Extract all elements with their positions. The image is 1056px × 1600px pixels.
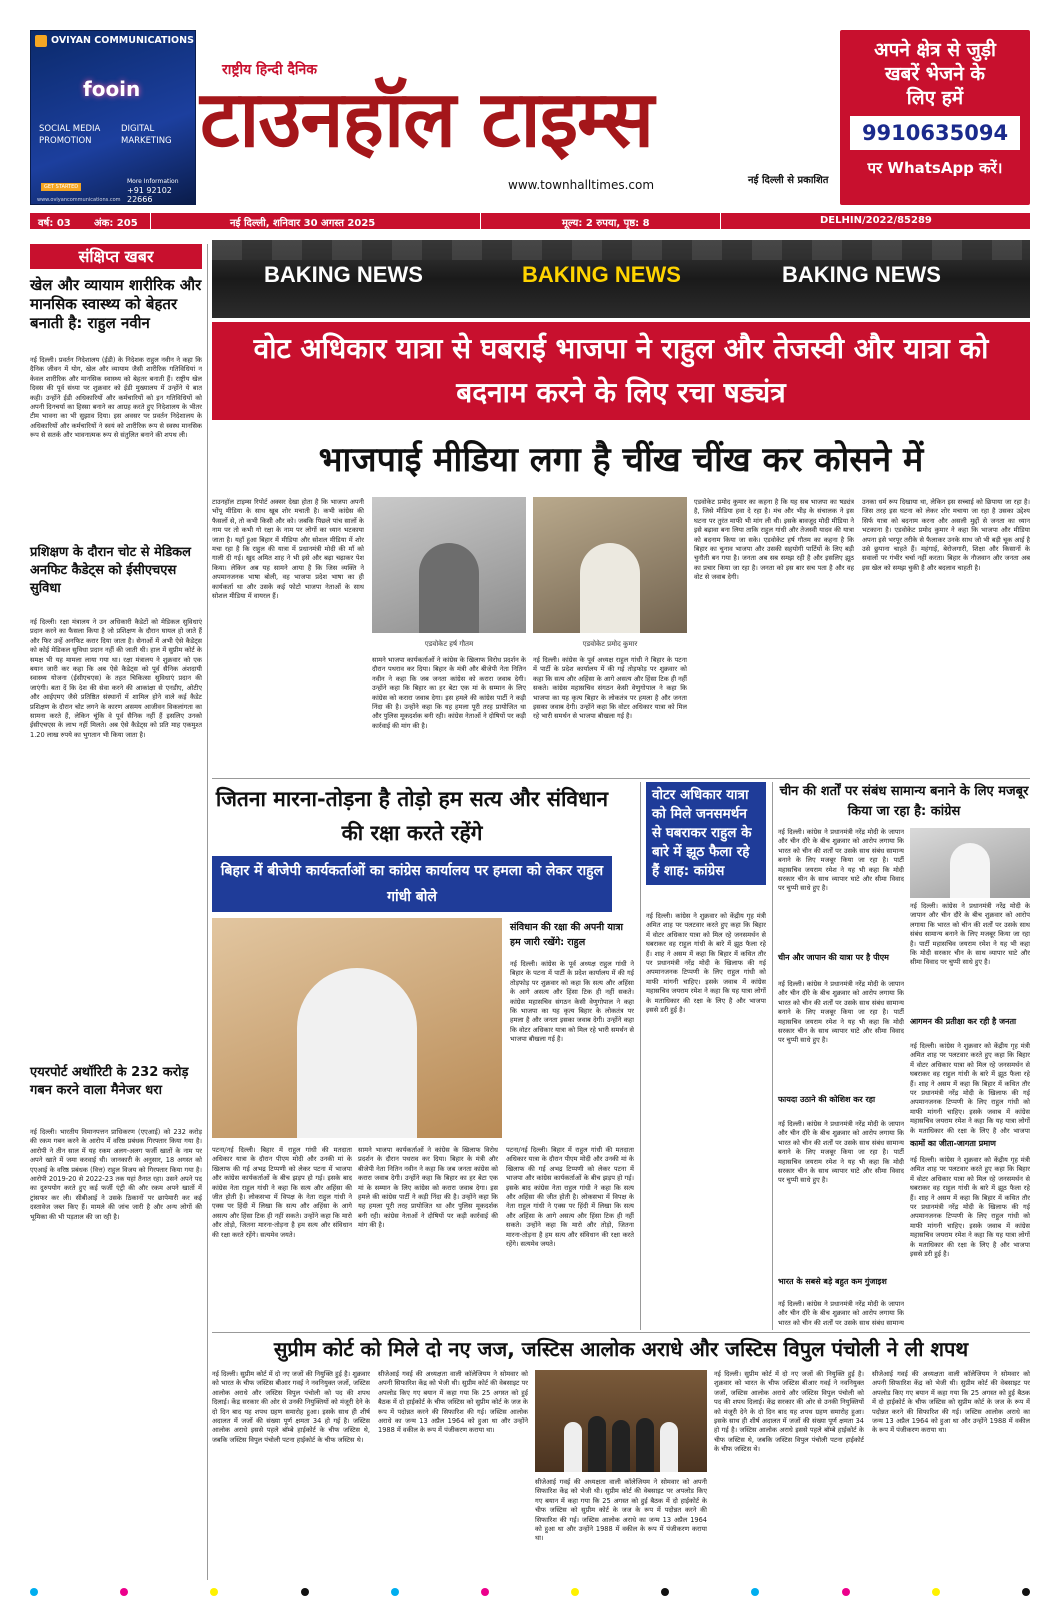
ad-whatsapp[interactable] xyxy=(840,30,1030,205)
person-photo-icon xyxy=(297,968,417,1138)
story4-sub1: चीन और जापान की यात्रा पर है पीएम xyxy=(778,953,889,962)
lead-subhead[interactable]: भाजपाई मीडिया लगा है चींख चींख कर कोसने में xyxy=(318,440,924,480)
lead-photo-1 xyxy=(372,497,526,633)
story4-sub3: फायदा उठाने की कोशिश कर रहा xyxy=(778,1095,876,1104)
story2-subhead[interactable]: बिहार में बीजेपी कार्यकर्ताओं का कांग्रेस कार्यालय पर हमला को लेकर राहुल गांधी बोले xyxy=(212,856,612,912)
ad-right-line2: खबरें भेजने के xyxy=(885,63,985,85)
dateline-bar xyxy=(30,213,1030,229)
story4-headline[interactable]: चीन की शर्तों पर संबंध सामान्य बनाने के लिए मजबूर किया जा रहा है: कांग्रेस xyxy=(779,784,1029,819)
lead-photo-2 xyxy=(533,497,687,633)
baking-news-banner xyxy=(212,240,1030,318)
masthead-tagline: राष्ट्रीय हिन्दी दैनिक xyxy=(222,62,318,78)
ad-col1: SOCIAL MEDIA PROMOTION xyxy=(39,124,101,146)
place-date: नई दिल्ली, शनिवार 30 अगस्त 2025 xyxy=(230,218,376,229)
story3-headline[interactable]: वोटर अधिकार यात्रा को मिले जनसमर्थन से घबराकर राहुल के बारे में झूठ फैला रहे हैं शाह: कांग्रेस xyxy=(646,782,766,885)
bottom-body-col4: नई दिल्ली। सुप्रीम कोर्ट में दो नए जजों की नियुक्ति हुई है। शुक्रवार को भारत के चीफ जस्टिस बीआर गवई ने नवनियुक्त जजों, जस्टिस आलोक अराधे और जस्टिस विपुल पंचोली को पद की शपथ दिलाई। केंद्र सरकार की ओर से उनकी नियुक्तियों को मंजूरी देने के दो दिन बाद यह शपथ ग्रहण समारोह हुआ। इसके साथ ही शीर्ष अदालत में जजों की संख्या पूर्ण क्षमता 34 हो गई है। जस्टिस आलोक अराधे इससे पहले बॉम्बे हाईकोर्ट के चीफ जस्टिस थे, जबकि जस्टिस विपुल पंचोली पटना हाईकोर्ट के चीफ जस्टिस थे। xyxy=(714,1370,864,1454)
story2-headline[interactable]: जितना मारना-तोड़ना है तोड़ो हम सत्य और संविधान की रक्षा करते रहेंगे xyxy=(215,787,609,845)
price: मूल्य: 2 रुपया, पृष्ठ: 8 xyxy=(562,218,650,229)
story4-body-2: नई दिल्ली। कांग्रेस ने प्रधानमंत्री नरेंद्र मोदी के जापान और चीन दौरे के बीच शुक्रवार को आरोप लगाया कि भारत को चीन की शर्तों पर उसके साथ संबंध सामान्य बनाने के लिए मजबूर किया जा रहा है। पार्टी महासचिव जयराम रमेश ने यह भी कहा कि मोदी सरकार चीन के साथ व्यापार घाटे और सीमा विवाद पर चुप्पी साधे हुए है। xyxy=(910,902,1030,967)
sidebar-story3-body: नई दिल्ली। भारतीय विमानपत्तन प्राधिकरण (एएआई) को 232 करोड़ की रकम गबन करने के आरोप में वरिष्ठ प्रबंधक गिरफ्तार किया गया है। आरोपी ने तीन साल में यह रकम अलग-अलग फर्जी खातों के नाम पर अपने खाते में जमा करवाई थी। जानकारी के अनुसार, 18 अगस्त को एएआई के वरिष्ठ प्रबंधक (वित्त) राहुल विजय को गिरफ्तार किया गया है। आरोपी 2019-20 से 2022-23 तक यहां तैनात रहा। उसने अपने पद का दुरुपयोग करते हुए कई फर्जी एंट्री की और रकम अपने खातों में ट्रांसफर कर ली। सीबीआई ने उसके ठिकानों पर छापेमारी कर कई दस्तावेज जब्त किए हैं। मामले की जांच जारी है और अन्य लोगों की भूमिका की भी पड़ताल की जा रही है। xyxy=(30,1128,202,1221)
lead-body-col3: नई दिल्ली। कांग्रेस के पूर्व अध्यक्ष राहुल गांधी ने बिहार के पटना में पार्टी के प्रदेश कार्यालय में की गई तोड़फोड़ पर शुक्रवार को कहा कि सत्य और अहिंसा के आगे असत्य और हिंसा टिक ही नहीं सकते। कांग्रेस महासचिव संगठन केसी वेणुगोपाल ने कहा कि भाजपा का यह कृत्य बिहार के लोकतंत्र पर हमला है और जनता इसका जवाब देगी। उन्होंने कहा कि वोटर अधिकार यात्रा को मिल रहे भारी समर्थन से भाजपा बौखला गई है। xyxy=(533,656,687,721)
oviyan-logo-icon xyxy=(35,35,47,47)
group-photo-icon xyxy=(564,1416,678,1472)
story2-body-col1: पटना/नई दिल्ली। बिहार में राहुल गांधी की मतदाता अधिकार यात्रा के दौरान पीएम मोदी और उनकी मां के खिलाफ की गई अभद्र टिप्पणी को लेकर पटना में भाजपा और कांग्रेस कार्यकर्ताओं के बीच झड़प हो गई। इसके बाद कांग्रेस नेता राहुल गांधी ने कहा कि सत्य और अहिंसा की जीत होती है। लोकसभा में विपक्ष के नेता राहुल गांधी ने एक्स पर हिंदी में लिखा कि सत्य और अहिंसा के आगे असत्य और हिंसा टिक ही नहीं सकते। उन्होंने कहा कि मारो और तोड़ो, जितना मारना-तोड़ना है हम सत्य और संविधान की रक्षा करते रहेंगे। सत्यमेव जयते। xyxy=(212,1146,352,1239)
bottom-headline[interactable]: सुप्रीम कोर्ट को मिले दो नए जज, जस्टिस आलोक अराधे और जस्टिस विपुल पंचोली ने ली शपथ xyxy=(273,1337,969,1361)
ad-company: OVIYAN COMMUNICATIONS xyxy=(51,35,194,46)
lead-headline[interactable]: वोट अधिकार यात्रा से घबराई भाजपा ने राहुल और तेजस्वी और यात्रा को बदनाम करने के लिए रचा षड्यंत्र xyxy=(212,322,1030,420)
sidebar-story1-headline[interactable]: खेल और व्यायाम शारीरिक और मानसिक स्वास्थ्य को बेहतर बनाती है: राहुल नवीन xyxy=(30,276,202,332)
story4-body-5: नई दिल्ली। कांग्रेस ने प्रधानमंत्री नरेंद्र मोदी के जापान और चीन दौरे के बीच शुक्रवार को आरोप लगाया कि भारत को चीन की शर्तों पर उसके साथ संबंध सामान्य बनाने के लिए मजबूर किया जा रहा है। पार्टी महासचिव जयराम रमेश ने यह भी कहा कि मोदी सरकार चीन के साथ व्यापार घाटे और सीमा विवाद पर चुप्पी साधे हुए है। xyxy=(778,1120,904,1185)
banner-item-3: BAKING NEWS xyxy=(782,262,941,287)
story2-body-col3: पटना/नई दिल्ली। बिहार में राहुल गांधी की मतदाता अधिकार यात्रा के दौरान पीएम मोदी और उनकी मां के खिलाफ की गई अभद्र टिप्पणी को लेकर पटना में भाजपा और कांग्रेस कार्यकर्ताओं के बीच झड़प हो गई। इसके बाद कांग्रेस नेता राहुल गांधी ने कहा कि सत्य और अहिंसा की जीत होती है। लोकसभा में विपक्ष के नेता राहुल गांधी ने एक्स पर हिंदी में लिखा कि सत्य और अहिंसा के आगे असत्य और हिंसा टिक ही नहीं सकते। उन्होंने कहा कि मारो और तोड़ो, जितना मारना-तोड़ना है हम सत्य और संविधान की रक्षा करते रहेंगे। सत्यमेव जयते। xyxy=(506,1146,634,1249)
registration: DELHIN/2022/85289 xyxy=(820,215,932,226)
ad-more-info: More Information xyxy=(127,178,179,185)
ad-right-line3: लिए हमें xyxy=(906,87,964,109)
story4-body-1: नई दिल्ली। कांग्रेस ने प्रधानमंत्री नरेंद्र मोदी के जापान और चीन दौरे के बीच शुक्रवार को आरोप लगाया कि भारत को चीन की शर्तों पर उसके साथ संबंध सामान्य बनाने के लिए मजबूर किया जा रहा है। पार्टी महासचिव जयराम रमेश ने यह भी कहा कि मोदी सरकार चीन के साथ व्यापार घाटे और सीमा विवाद पर चुप्पी साधे हुए है। xyxy=(778,828,904,893)
sidebar-story3-headline[interactable]: एयरपोर्ट अथॉरिटी के 232 करोड़ गबन करने वाला मैनेजर धरा xyxy=(30,1065,189,1098)
lead-body-col5: उनका धर्म रूप दिखाया था, लेकिन इस सच्चाई को छिपाया जा रहा है। जिस तरह इस घटना को लेकर शोर मचाया जा रहा है उसका उद्देश्य सिर्फ यात्रा को बदनाम करना और असली मुद्दों से जनता का ध्यान भटकाना है। एडवोकेट प्रमोद कुमार ने कहा कि भाजपा और मीडिया अपना इसे भरपूर तरीके से फैलाकर उनके साथ जो भी बड़ी चूक आई है उसे छुपाना चाहते हैं। महंगाई, बेरोजगारी, शिक्षा और किसानों के सवालों पर गंभीर चर्चा नहीं करता। बिहार के नौजवान और जनता अब इस खेल को समझ चुकी है और बदलाव चाहती है। xyxy=(862,498,1030,572)
story2-inner-body: नई दिल्ली। कांग्रेस के पूर्व अध्यक्ष राहुल गांधी ने बिहार के पटना में पार्टी के प्रदेश कार्यालय में की गई तोड़फोड़ पर शुक्रवार को कहा कि सत्य और अहिंसा के आगे असत्य और हिंसा टिक ही नहीं सकते। कांग्रेस महासचिव संगठन केसी वेणुगोपाल ने कहा कि भाजपा का यह कृत्य बिहार के लोकतंत्र पर हमला है और जनता इसका जवाब देगी। उन्होंने कहा कि वोटर अधिकार यात्रा को मिल रहे भारी समर्थन से भाजपा बौखला गई है। xyxy=(510,960,634,1044)
lead-caption-1: एडवोकेट हर्ष गौतम xyxy=(424,640,474,648)
story4-body-4: नई दिल्ली। कांग्रेस ने शुक्रवार को केंद्रीय गृह मंत्री अमित शाह पर पलटवार करते हुए कहा कि बिहार में वोटर अधिकार यात्रा को मिल रहे जनसमर्थन से घबराकर वह राहुल गांधी के बारे में झूठ फैला रहे हैं। शाह ने असम में कहा कि बिहार में कथित तौर पर प्रधानमंत्री नरेंद्र मोदी के खिलाफ की गई अपमानजनक टिप्पणी के लिए राहुल गांधी को माफी मांगनी चाहिए। इसके जवाब में कांग्रेस महासचिव जयराम रमेश ने कहा कि यह यात्रा लोगों के मताधिकार की रक्षा के लिए है और भाजपा xyxy=(910,1042,1030,1134)
ad-cta-button[interactable]: GET STARTED xyxy=(41,183,81,191)
ad-right-line1: अपने क्षेत्र से जुड़ी xyxy=(874,39,996,61)
person-photo-icon xyxy=(580,543,640,633)
story4-body-6: नई दिल्ली। कांग्रेस ने शुक्रवार को केंद्रीय गृह मंत्री अमित शाह पर पलटवार करते हुए कहा कि बिहार में वोटर अधिकार यात्रा को मिल रहे जनसमर्थन से घबराकर वह राहुल गांधी के बारे में झूठ फैला रहे हैं। शाह ने असम में कहा कि बिहार में कथित तौर पर प्रधानमंत्री नरेंद्र मोदी के खिलाफ की गई अपमानजनक टिप्पणी के लिए राहुल गांधी को माफी मांगनी चाहिए। इसके जवाब में कांग्रेस महासचिव जयराम रमेश ने कहा कि यह यात्रा लोगों के मताधिकार की रक्षा के लिए है और भाजपा इससे डरी हुई है। xyxy=(910,1156,1030,1259)
story4-sub4: कामों का जीता-जागता प्रमाण xyxy=(910,1139,996,1148)
story4-sub2: आगमन की प्रतीक्षा कर रही है जनता xyxy=(910,1017,1017,1026)
lead-body-col1: टाउनहॉल टाइम्स रिपोर्ट अक्सर देखा होता है कि भाजपा अपनी भोंपू मीडिया के साथ खूब शोर मचाती है। कभी कांग्रेस की फैसलों से, तो कभी किसी और को। जबकि पिछले पांच सालों के नाम पर तो कभी गो रक्षा के नाम पर लोगों का ध्यान भटकाया जाता है। यहाँ हुआ बिहार में मीडिया और सोशल मीडिया में शोर मचा रहा है कि राहुल की यात्रा में प्रधानमंत्री मोदी की माँ को गाली दी गई। खुद अमित शाह ने भी इसे और बढ़ा चढ़ाकर पेश किया। लेकिन अब यह सामने आया है कि जिस व्यक्ति ने अपमानजनक भाषा बोली, वह भाजपा प्रदेश भाषा का ही कार्यकर्ता था और उसके कई फोटो भाजपा नेताओं के साथ सोशल मीडिया में वायरल हैं। xyxy=(212,498,364,601)
sidebar-story2-body: नई दिल्ली। रक्षा मंत्रालय ने उन अधिकारी कैडेटों को मेडिकल सुविधाएं प्रदान करने का फैसला किया है जो प्रशिक्षण के दौरान घायल हो जाते हैं और फिर उन्हें अनफिट करार दिया जाता है। सेनाओं में अभी ऐसे कैडेट्स को कोई मेडिकल सुविधा प्रदान नहीं की जाती थी। हाल में सुप्रीम कोर्ट के समक्ष भी यह मामला लाया गया था। रक्षा मंत्रालय ने शुक्रवार को एक बयान जारी कर कहा कि अब ऐसे कैडेट्स को पूर्व सैनिक अंशदायी स्वास्थ्य योजना (ईसीएचएस) के तहत चिकित्सा सुविधाएं प्रदान की जाएंगी। बता दें कि देश की सेवा करने की आकांक्षा से एनडीए, ओटीए और आईएमए जैसे प्रतिष्ठित संस्थानों में शामिल होने वाले कई कैडेट प्रशिक्षण के दौरान चोट लगने के कारण असमय आजीवन विकलांगता का सामना करते हैं, लेकिन चूंकि वे पूर्व सैनिक नहीं हैं इसलिए उनको ईसीएचएस के लाभ नहीं मिलते। अब ऐसे कैडेट्स को प्रति माह एकमुश्त 1.20 लाख रुपये का भुगतान भी किया जाता है। xyxy=(30,618,202,739)
lead-body-col2: सामने भाजपा कार्यकर्ताओं ने कांग्रेस के खिलाफ विरोध प्रदर्शन के दौरान पथराव कर दिया। बिहार के मंत्री और बीजेपी नेता नितिन नवीन ने कहा कि जब जनता कांग्रेस को करारा जवाब देगी। उन्होंने कहा कि बिहार का हर बेटा एक मां के सम्मान के लिए कांग्रेस को करारा जवाब देगा। इस हमले की कांग्रेस पार्टी ने कड़ी निंदा की है। उन्होंने कहा कि यह हमला पूरी तरह प्रायोजित था और पुलिस मूकदर्शक बनी रही। कांग्रेस नेताओं ने दोषियों पर कड़ी कार्रवाई की मांग की है। xyxy=(372,656,526,730)
person-photo-icon xyxy=(950,843,990,898)
banner-item-1: BAKING NEWS xyxy=(264,262,423,287)
ad-oviyan[interactable] xyxy=(30,30,196,205)
bottom-body-col1: नई दिल्ली। सुप्रीम कोर्ट में दो नए जजों की नियुक्ति हुई है। शुक्रवार को भारत के चीफ जस्टिस बीआर गवई ने नवनियुक्त जजों, जस्टिस आलोक अराधे और जस्टिस विपुल पंचोली को पद की शपथ दिलाई। केंद्र सरकार की ओर से उनकी नियुक्तियों को मंजूरी देने के दो दिन बाद यह शपथ ग्रहण समारोह हुआ। इसके साथ ही शीर्ष अदालत में जजों की संख्या पूर्ण क्षमता 34 हो गई है। जस्टिस आलोक अराधे इससे पहले बॉम्बे हाईकोर्ट के चीफ जस्टिस थे, जबकि जस्टिस विपुल पंचोली पटना हाईकोर्ट के चीफ जस्टिस थे। xyxy=(212,1370,370,1444)
rahul-gandhi-photo xyxy=(212,918,502,1138)
lead-caption-2: एडवोकेट प्रमोद कुमार xyxy=(582,640,638,648)
person-photo-icon xyxy=(419,543,479,633)
masthead-url[interactable]: www.townhalltimes.com xyxy=(508,178,655,192)
masthead-published: नई दिल्ली से प्रकाशित xyxy=(748,175,829,186)
story4-body-3: नई दिल्ली। कांग्रेस ने प्रधानमंत्री नरेंद्र मोदी के जापान और चीन दौरे के बीच शुक्रवार को आरोप लगाया कि भारत को चीन की शर्तों पर उसके साथ संबंध सामान्य बनाने के लिए मजबूर किया जा रहा है। पार्टी महासचिव जयराम रमेश ने यह भी कहा कि मोदी सरकार चीन के साथ व्यापार घाटे और सीमा विवाद पर चुप्पी साधे हुए है। xyxy=(778,980,904,1045)
sidebar-story2-headline[interactable]: प्रशिक्षण के दौरान चोट से मेडिकल अनफिट कैडेट्स को ईसीएचएस सुविधा xyxy=(30,545,191,596)
story4-body-7: नई दिल्ली। कांग्रेस ने प्रधानमंत्री नरेंद्र मोदी के जापान और चीन दौरे के बीच शुक्रवार को आरोप लगाया कि भारत को चीन की शर्तों पर उसके साथ संबंध सामान्य xyxy=(778,1300,904,1327)
story3-body: नई दिल्ली। कांग्रेस ने शुक्रवार को केंद्रीय गृह मंत्री अमित शाह पर पलटवार करते हुए कहा कि बिहार में वोटर अधिकार यात्रा को मिल रहे जनसमर्थन से घबराकर वह राहुल गांधी के बारे में झूठ फैला रहे हैं। शाह ने असम में कहा कि बिहार में कथित तौर पर प्रधानमंत्री नरेंद्र मोदी के खिलाफ की गई अपमानजनक टिप्पणी के लिए राहुल गांधी को माफी मांगनी चाहिए। इसके जवाब में कांग्रेस महासचिव जयराम रमेश ने कहा कि यह यात्रा लोगों के मताधिकार की रक्षा के लिए है और भाजपा इससे डरी हुई है। xyxy=(646,912,766,1015)
story2-body-col2: सामने भाजपा कार्यकर्ताओं ने कांग्रेस के खिलाफ विरोध प्रदर्शन के दौरान पथराव कर दिया। बिहार के मंत्री और बीजेपी नेता नितिन नवीन ने कहा कि जब जनता कांग्रेस को करारा जवाब देगी। उन्होंने कहा कि बिहार का हर बेटा एक मां के सम्मान के लिए कांग्रेस को करारा जवाब देगा। इस हमले की कांग्रेस पार्टी ने कड़ी निंदा की है। उन्होंने कहा कि यह हमला पूरी तरह प्रायोजित था और पुलिस मूकदर्शक बनी रही। कांग्रेस नेताओं ने दोषियों पर कड़ी कार्रवाई की मांग की है। xyxy=(358,1146,498,1230)
masthead-title[interactable]: टाउनहॉल टाइम्स xyxy=(200,75,654,165)
ad-site[interactable]: www.oviyancommunications.com xyxy=(37,197,121,203)
sidebar-title: संक्षिप्त खबर xyxy=(30,244,202,269)
ad-right-line4: पर WhatsApp करें। xyxy=(867,159,1003,177)
lead-body-col4: एडवोकेट प्रमोद कुमार का कहना है कि यह सब भाजपा का षड्यंत्र है, जिसे मीडिया हवा दे रहा है। मंच और भीड़ के संचालक ने इस घटना पर तुरंत माफी भी मांग ली थी। इसके बावजूद मोदी मीडिया ने इसे बढ़ावा बना लिया ताकि राहुल गांधी और तेजस्वी यादव की यात्रा को बदनाम किया जा सके। एडवोकेट हर्ष गौतम का कहना है कि बिहार का चुनाव भाजपा और उसकी सहयोगी पार्टियों के लिए बड़ी चुनौती बन गया है। जनता अब सब समझ रही है और इसलिए झूठ का प्रचार किया जा रहा है। जनता को इस बार सच पता है और वह वोट से जवाब देगी। xyxy=(694,498,854,582)
social-media-logo: fooin xyxy=(83,77,141,101)
story2-inner-head[interactable]: संविधान की रक्षा की अपनी यात्रा हम जारी रखेंगे: राहुल xyxy=(510,922,624,948)
issue: अंक: 205 xyxy=(94,218,138,229)
ad-right-phone[interactable]: 9910635094 xyxy=(850,116,1020,150)
banner-item-2: BAKING NEWS xyxy=(522,262,681,287)
ad-col2: DIGITAL MARKETING xyxy=(121,124,172,146)
bottom-body-col2: सीजेआई गवई की अध्यक्षता वाली कॉलेजियम ने सोमवार को अपनी सिफारिश केंद्र को भेजी थी। सुप्रीम कोर्ट की वेबसाइट पर अपलोड किए गए बयान में कहा गया कि 25 अगस्त को हुई बैठक में दो हाईकोर्ट के चीफ जस्टिस को सुप्रीम कोर्ट के जज के रूप में पदोन्नत करने की सिफारिश की गई। जस्टिस आलोक अराधे का जन्म 13 अप्रैल 1964 को हुआ था और उन्होंने 1988 में वकील के रूप में पंजीकरण कराया था। xyxy=(378,1370,528,1435)
supreme-court-oath-photo xyxy=(535,1370,707,1472)
story4-sub5: भारत के सबसे बड़े बहुत कम गुंजाइश xyxy=(778,1277,887,1286)
registration-marks xyxy=(30,1588,1030,1596)
sidebar-story1-body: नई दिल्ली। प्रवर्तन निदेशालय (ईडी) के निदेशक राहुल नवीन ने कहा कि दैनिक जीवन में योग, खेल और व्यायाम जैसी शारीरिक गतिविधियां न केवल शारीरिक और मानसिक स्वास्थ्य को बेहतर बनाती हैं। राष्ट्रीय खेल दिवस की पूर्व संध्या पर शुक्रवार को ईडी मुख्यालय में उन्होंने ये बात कही। उन्होंने ईडी अधिकारियों और कर्मचारियों को इन गतिविधियों को अपनी दिनचर्या का हिस्सा बनाने का आग्रह करते हुए निदेशालय के भीतर टीम भावना का भी सुझाव दिया। इस अवसर पर प्रवर्तन निदेशालय के अधिकारियों और कर्मचारियों ने स्वयं को शारीरिक रूप से स्वस्थ मानसिक रूप से सतर्क और भावनात्मक रूप से संतुलित बनाने की शपथ ली। xyxy=(30,356,202,440)
bottom-body-col3: सीजेआई गवई की अध्यक्षता वाली कॉलेजियम ने सोमवार को अपनी सिफारिश केंद्र को भेजी थी। सुप्रीम कोर्ट की वेबसाइट पर अपलोड किए गए बयान में कहा गया कि 25 अगस्त को हुई बैठक में दो हाईकोर्ट के चीफ जस्टिस को सुप्रीम कोर्ट के जज के रूप में पदोन्नत करने की सिफारिश की गई। जस्टिस आलोक अराधे का जन्म 13 अप्रैल 1964 को हुआ था और उन्होंने 1988 में वकील के रूप में पंजीकरण कराया था। xyxy=(535,1478,707,1543)
volume: वर्ष: 03 xyxy=(38,218,71,229)
jairam-ramesh-photo xyxy=(910,828,1030,898)
ad-phone[interactable]: +91 92102 22666 xyxy=(127,186,172,204)
bottom-body-col5: सीजेआई गवई की अध्यक्षता वाली कॉलेजियम ने सोमवार को अपनी सिफारिश केंद्र को भेजी थी। सुप्रीम कोर्ट की वेबसाइट पर अपलोड किए गए बयान में कहा गया कि 25 अगस्त को हुई बैठक में दो हाईकोर्ट के चीफ जस्टिस को सुप्रीम कोर्ट के जज के रूप में पदोन्नत करने की सिफारिश की गई। जस्टिस आलोक अराधे का जन्म 13 अप्रैल 1964 को हुआ था और उन्होंने 1988 में वकील के रूप में पंजीकरण कराया था। xyxy=(872,1370,1030,1435)
